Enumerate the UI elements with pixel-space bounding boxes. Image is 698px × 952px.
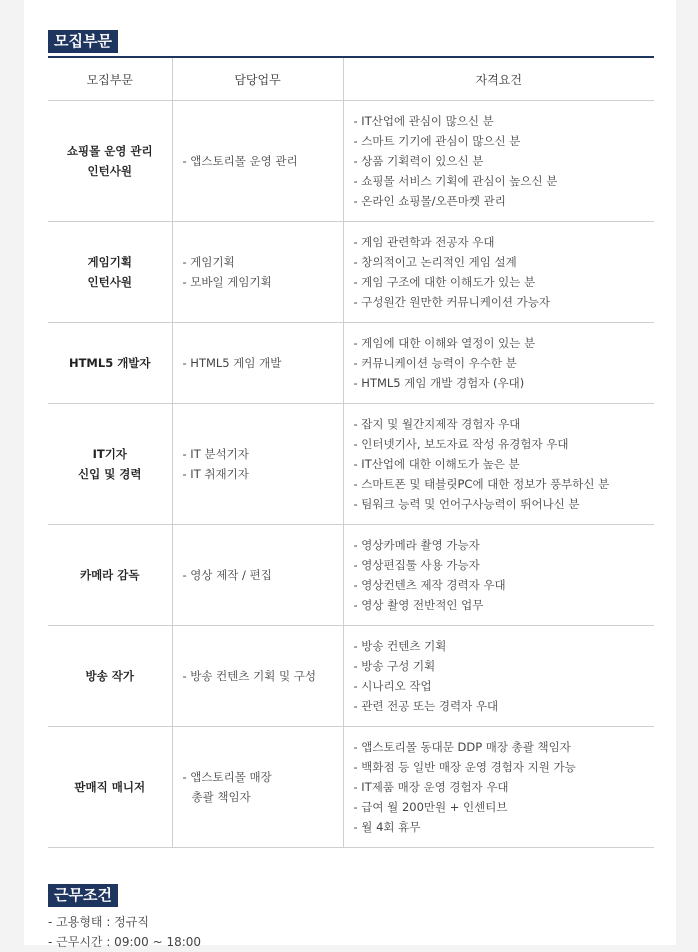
- qualifications-cell-line: - IT산업에 관심이 많으신 분: [353, 114, 494, 128]
- duties-cell: [172, 323, 343, 404]
- duties-cell: [172, 626, 343, 727]
- category-cell: [48, 727, 172, 848]
- qualifications-cell-line: - 영상편집툴 사용 가능자: [353, 558, 480, 572]
- qualifications-cell-line: - 영상 촬영 전반적인 업무: [353, 598, 484, 612]
- header-category: 모집부문: [48, 57, 172, 101]
- category-cell: [48, 101, 172, 222]
- duties-cell-line: - 게임기획: [182, 255, 235, 269]
- qualifications-cell: [343, 727, 654, 848]
- qualifications-cell-line: - 앱스토리몰 동대문 DDP 매장 총괄 책임자: [353, 740, 571, 754]
- qualifications-cell-line: - 쇼핑몰 서비스 기획에 관심이 높으신 분: [353, 174, 558, 188]
- category-cell-line: 쇼핑몰 운영 관리: [66, 144, 153, 158]
- table-row: [48, 222, 654, 323]
- qualifications-cell: [343, 323, 654, 404]
- qualifications-cell-line: - 팀워크 능력 및 언어구사능력이 뛰어나신 분: [353, 497, 580, 511]
- duties-cell-line: - 앱스토리몰 운영 관리: [182, 154, 298, 168]
- section-title-recruitment: 모집부문: [48, 30, 118, 53]
- category-cell-line: 게임기획: [87, 255, 132, 269]
- category-cell: [48, 323, 172, 404]
- qualifications-cell-line: - 스마트폰 및 태블릿PC에 대한 정보가 풍부하신 분: [353, 477, 610, 491]
- qualifications-cell-line: - 커뮤니케이션 능력이 우수한 분: [353, 356, 517, 370]
- category-cell: [48, 222, 172, 323]
- duties-cell-line: - 앱스토리몰 매장: [182, 770, 272, 784]
- qualifications-cell-line: - 영상컨텐츠 제작 경력자 우대: [353, 578, 506, 592]
- qualifications-cell-line: - IT제품 매장 운영 경험자 우대: [353, 780, 509, 794]
- category-cell-line: 인턴사원: [87, 275, 132, 289]
- condition-item: - 고용형태 : 정규직: [48, 915, 149, 929]
- duties-cell: [172, 525, 343, 626]
- table-row: [48, 727, 654, 848]
- duties-cell: [172, 727, 343, 848]
- qualifications-cell-line: - 방송 구성 기획: [353, 659, 436, 673]
- duties-cell-line: - 방송 컨텐츠 기획 및 구성: [182, 669, 317, 683]
- qualifications-cell: [343, 404, 654, 525]
- qualifications-cell-line: - 상품 기획력이 있으신 분: [353, 154, 484, 168]
- qualifications-cell-line: - 시나리오 작업: [353, 679, 432, 693]
- qualifications-cell: [343, 525, 654, 626]
- qualifications-cell: [343, 626, 654, 727]
- category-cell-line: 인턴사원: [87, 164, 132, 178]
- header-qualifications: 자격요건: [343, 57, 654, 101]
- category-cell-line: 판매직 매니저: [74, 780, 146, 794]
- qualifications-cell-line: - 창의적이고 논리적인 게임 설계: [353, 255, 517, 269]
- category-cell-line: IT기자: [92, 447, 127, 461]
- category-cell-line: 방송 작가: [85, 669, 134, 683]
- duties-cell: [172, 222, 343, 323]
- duties-cell-line: - HTML5 게임 개발: [182, 356, 282, 370]
- qualifications-cell: [343, 101, 654, 222]
- page: [24, 0, 676, 949]
- duties-cell-line: - IT 분석기자: [182, 447, 249, 461]
- category-cell-line: 카메라 감독: [79, 568, 140, 582]
- qualifications-cell-line: - 온라인 쇼핑몰/오픈마켓 관리: [353, 194, 506, 208]
- qualifications-cell-line: - 게임에 대한 이해와 열정이 있는 분: [353, 336, 536, 350]
- qualifications-cell: [343, 222, 654, 323]
- qualifications-cell-line: - 스마트 기기에 관심이 많으신 분: [353, 134, 521, 148]
- qualifications-cell-line: - 구성원간 원만한 커뮤니케이션 가능자: [353, 295, 551, 309]
- duties-cell: [172, 101, 343, 222]
- qualifications-cell-line: - 영상카메라 촬영 가능자: [353, 538, 480, 552]
- qualifications-cell-line: - 게임 관련학과 전공자 우대: [353, 235, 495, 249]
- duties-cell-line: 총괄 책임자: [191, 790, 251, 804]
- category-cell: [48, 525, 172, 626]
- category-cell: [48, 404, 172, 525]
- qualifications-cell-line: - 월 4회 휴무: [353, 820, 421, 834]
- table-row: [48, 323, 654, 404]
- duties-cell-line: - 영상 제작 / 편집: [182, 568, 272, 582]
- category-cell: [48, 626, 172, 727]
- category-cell-line: HTML5 개발자: [68, 356, 151, 370]
- table-row: [48, 101, 654, 222]
- table-row: [48, 525, 654, 626]
- qualifications-cell-line: - 관련 전공 또는 경력자 우대: [353, 699, 499, 713]
- section-title-conditions: 근무조건: [48, 884, 118, 907]
- qualifications-cell-line: - 급여 월 200만원 + 인센티브: [353, 800, 508, 814]
- qualifications-cell-line: - 방송 컨텐츠 기획: [353, 639, 447, 653]
- conditions-list: [48, 912, 201, 952]
- header-duties: 담당업무: [172, 57, 343, 101]
- duties-cell: [172, 404, 343, 525]
- qualifications-cell-line: - IT산업에 대한 이해도가 높은 분: [353, 457, 520, 471]
- qualifications-cell-line: - HTML5 게임 개발 경험자 (우대): [353, 376, 525, 390]
- qualifications-cell-line: - 게임 구조에 대한 이해도가 있는 분: [353, 275, 536, 289]
- qualifications-cell-line: - 인터넷기사, 보도자료 작성 유경험자 우대: [353, 437, 569, 451]
- table-row: [48, 626, 654, 727]
- category-cell-line: 신입 및 경력: [77, 467, 142, 481]
- recruitment-table: [48, 56, 654, 848]
- condition-item: - 근무시간 : 09:00 ~ 18:00: [48, 935, 202, 949]
- qualifications-cell-line: - 잡지 및 월간지제작 경험자 우대: [353, 417, 521, 431]
- duties-cell-line: - 모바일 게임기획: [182, 275, 272, 289]
- table-header-row: [48, 57, 654, 101]
- duties-cell-line: - IT 취재기자: [182, 467, 249, 481]
- table-row: [48, 404, 654, 525]
- qualifications-cell-line: - 백화점 등 일반 매장 운영 경험자 지원 가능: [353, 760, 576, 774]
